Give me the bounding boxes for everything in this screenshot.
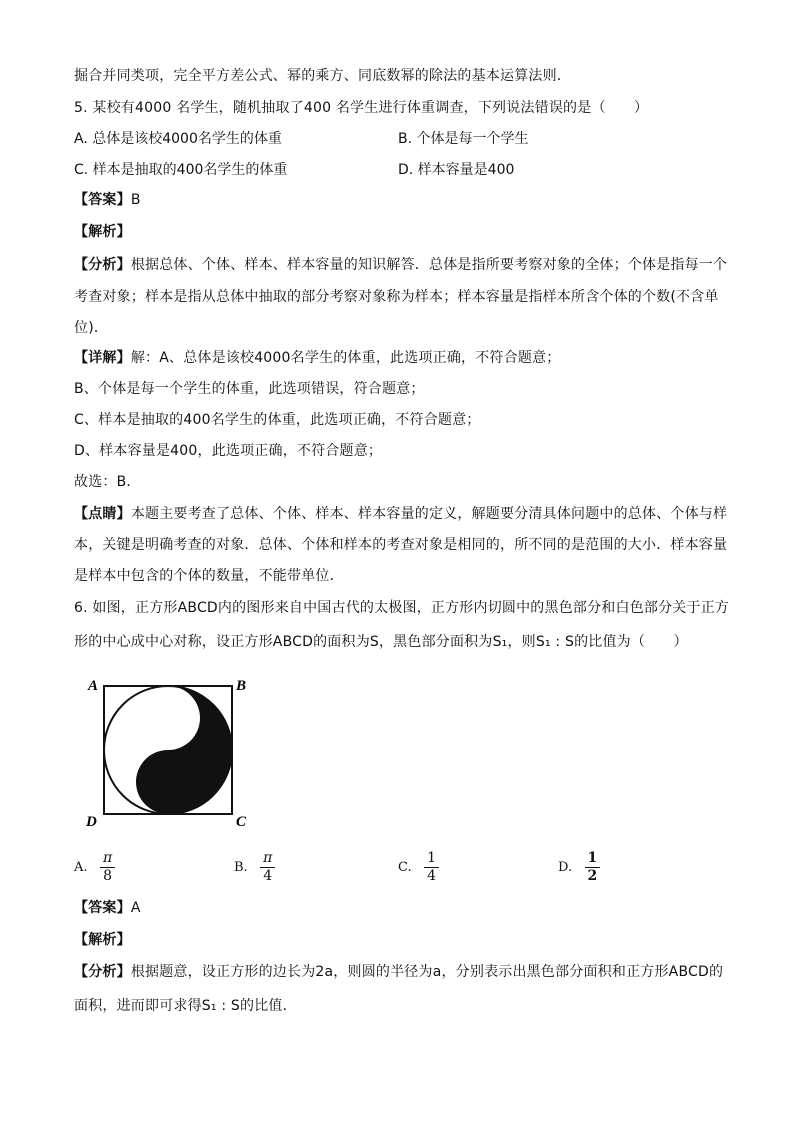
- q5-detail-5: 故选：B．: [74, 474, 141, 490]
- q5-detail-1: [74, 348, 560, 368]
- option-label: B.: [234, 859, 248, 875]
- vertex-label-a: A: [88, 678, 99, 694]
- q5-detail-2: B、个体是每一个学生的体重，此选项错误，符合题意；: [74, 381, 425, 397]
- q6-option-b: [234, 850, 275, 885]
- q5-analysis-3: 位)．: [74, 320, 109, 336]
- question-5-stem: 5. 某校有4000 名学生，随机抽取了400 名学生进行体重调查，下列说法错误的是（ ）: [74, 100, 649, 116]
- answer-tag: 【答案】: [74, 192, 131, 208]
- denominator: 4: [260, 867, 275, 885]
- black-dot: [161, 775, 175, 789]
- fraction: [260, 850, 275, 885]
- q6-answer: [74, 898, 141, 918]
- q6-option-d: [558, 850, 600, 885]
- q6-option-a: [74, 850, 115, 885]
- numerator: π: [102, 850, 113, 866]
- analysis-text: 根据总体、个体、样本、样本容量的知识解答．总体是指所要考察对象的全体；个体是指每一个: [130, 257, 728, 273]
- jiexi-tag: 【解析】: [74, 224, 131, 240]
- denominator: 8: [100, 867, 115, 885]
- fraction: [585, 850, 601, 885]
- question-6-stem-2: 形的中心成中心对称，设正方形ABCD的面积为S，黑色部分面积为S₁，则S₁ : S的比值为（ ）: [74, 634, 688, 650]
- option-label: A.: [74, 859, 88, 875]
- comment-text: 本题主要考查了总体、个体、样本、样本容量的定义，解题要分清具体问题中的总体、个体与样: [130, 506, 728, 522]
- option-label: D.: [558, 859, 573, 875]
- numerator: 1: [587, 850, 598, 866]
- comment-tag: 【点睛】: [74, 506, 131, 522]
- q6-option-c: [398, 850, 439, 885]
- q5-option-b: B. 个体是每一个学生: [398, 131, 529, 147]
- analysis-text: 根据题意，设正方形的边长为2a，则圆的半径为a，分别表示出黑色部分面积和正方形ABCD的: [130, 964, 724, 980]
- q6-analysis-1: [74, 962, 723, 982]
- fraction: [100, 850, 115, 885]
- text-line: 掘合并同类项，完全平方差公式、幂的乘方、同底数幂的除法的基本运算法则．: [74, 68, 571, 84]
- q5-jiexi: [74, 222, 131, 242]
- numerator: π: [263, 850, 273, 866]
- vertex-label-b: B: [236, 678, 247, 694]
- analysis-tag: 【分析】: [74, 257, 131, 273]
- answer-value: B: [130, 192, 141, 208]
- q6-jiexi: [74, 930, 131, 950]
- q5-comment-2: 本，关键是明确考查的对象．总体、个体和样本的考查对象是相同的，所不同的是范围的大小．样本容量: [74, 537, 728, 553]
- numerator: 1: [427, 850, 436, 866]
- q5-detail-3: C、样本是抽取的400名学生的体重，此选项正确，不符合题意；: [74, 412, 481, 428]
- q5-answer: [74, 190, 141, 210]
- q5-option-c: C. 样本是抽取的400名学生的体重: [74, 162, 288, 178]
- q5-option-d: D. 样本容量是400: [398, 162, 515, 178]
- taiji-square-figure: [84, 674, 264, 830]
- q5-comment-1: [74, 504, 727, 524]
- option-label: C.: [398, 859, 412, 875]
- denominator: 2: [585, 867, 601, 885]
- white-dot: [161, 711, 175, 725]
- q5-analysis-1: [74, 255, 727, 275]
- q5-detail-4: D、样本容量是400，此选项正确，不符合题意；: [74, 443, 383, 459]
- vertex-label-c: C: [236, 814, 247, 830]
- detail-text: 解：A、总体是该校4000名学生的体重，此选项正确，不符合题意；: [130, 350, 561, 366]
- q6-analysis-2: 面积，进而即可求得S₁ : S的比值．: [74, 998, 297, 1014]
- analysis-tag: 【分析】: [74, 964, 131, 980]
- q5-comment-3: 是样本中包含的个体的数量，不能带单位．: [74, 568, 344, 584]
- q5-option-a: A. 总体是该校4000名学生的体重: [74, 131, 282, 147]
- detail-tag: 【详解】: [74, 350, 131, 366]
- answer-value: A: [130, 900, 141, 916]
- question-6-stem-1: 6. 如图，正方形ABCD内的图形来自中国古代的太极图，正方形内切圆中的黑色部分和白色部分关于正方: [74, 600, 730, 616]
- vertex-label-d: D: [86, 814, 97, 830]
- fraction: [424, 850, 439, 885]
- denominator: 4: [424, 867, 439, 885]
- jiexi-tag: 【解析】: [74, 932, 131, 948]
- q5-analysis-2: 考查对象；样本是指从总体中抽取的部分考察对象称为样本；样本容量是指样本所含个体的个数(不含单: [74, 289, 719, 305]
- answer-tag: 【答案】: [74, 900, 131, 916]
